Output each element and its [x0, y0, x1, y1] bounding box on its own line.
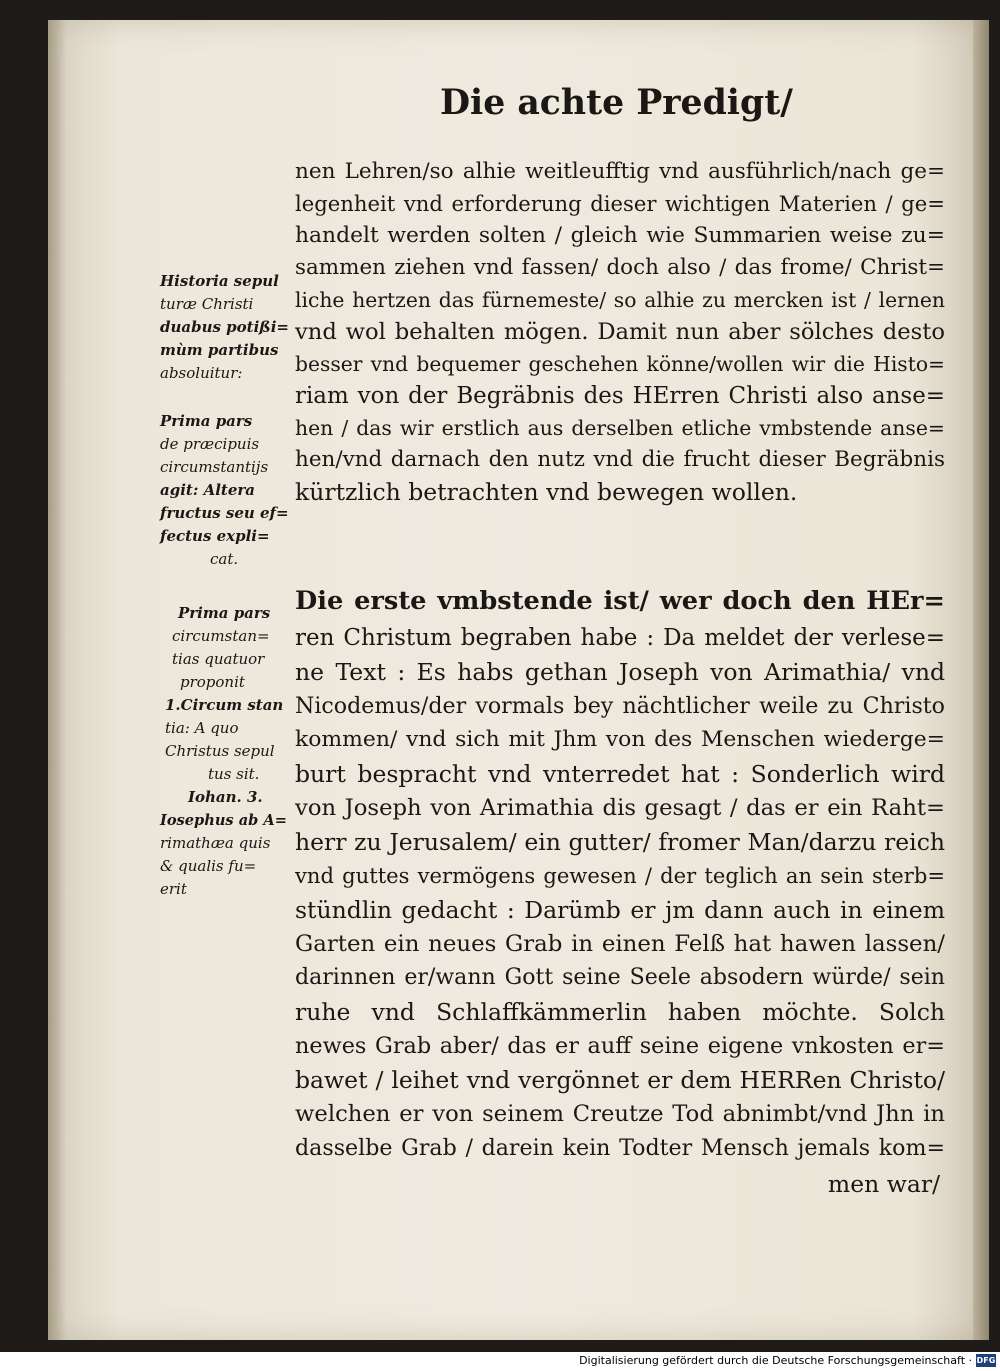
- body-line: ruhe vnd Schlaffkämmerlin haben möchte. Solch: [295, 998, 945, 1026]
- body-line: besser vnd bequemer geschehen könne/wollen wir die Histo=: [295, 352, 945, 376]
- body-line: newes Grab aber/ das er auff seine eigene vnkosten er=: [295, 1033, 945, 1059]
- body-line: Nicodemus/der vormals bey nächtlicher weile zu Christo: [295, 693, 945, 719]
- body-line: ne Text : Es habs gethan Joseph von Arimathia/ vnd: [295, 658, 945, 686]
- body-line: sammen ziehen vnd fassen/ doch also / das frome/ Christ=: [295, 255, 945, 280]
- body-line: bawet / leihet vnd vergönnet er dem HERRen Christo/: [295, 1066, 945, 1094]
- body-line: vnd wol behalten mögen. Damit nun aber sölches desto: [295, 319, 945, 345]
- body-line: welchen er von seinem Creutze Tod abnimbt/vnd Jhn in: [295, 1101, 945, 1127]
- body-line: Garten ein neues Grab in einen Felß hat hawen lassen/: [295, 931, 945, 957]
- body-line: ren Christum begraben habe : Da meldet der verlese=: [295, 625, 945, 651]
- body-line: hen/vnd darnach den nutz vnd die frucht dieser Begräbnis: [295, 447, 945, 472]
- gloss-line: rimathæa quis: [160, 834, 271, 852]
- gloss-line: Iohan. 3.: [188, 788, 263, 806]
- body-line: liche hertzen das fürnemeste/ so alhie zu mercken ist / lernen: [295, 288, 945, 312]
- gloss-line: Christus sepul: [165, 742, 275, 760]
- gloss-line: absoluitur:: [160, 364, 243, 382]
- gloss-line: proponit: [180, 673, 245, 691]
- gloss-line: Historia sepul: [160, 272, 279, 290]
- gloss-line: cat.: [210, 550, 239, 568]
- gloss-line: de præcipuis: [160, 435, 260, 453]
- body-line: riam von der Begräbnis des HErren Christi also anse=: [295, 383, 945, 409]
- gloss-line: 1.Circum stan: [165, 696, 284, 714]
- body-line: legenheit vnd erforderung dieser wichtigen Materien / ge=: [295, 191, 945, 216]
- gloss-line: & qualis fu=: [160, 857, 257, 875]
- body-line: burt bespracht vnd vnterredet hat : Sonderlich wird: [295, 760, 945, 788]
- gloss-line: Iosephus ab A=: [160, 812, 287, 829]
- dfg-logo-icon: DFG: [976, 1356, 996, 1365]
- page-gutter-shadow: [48, 20, 66, 1340]
- gloss-line: erit: [160, 880, 187, 898]
- gloss-line: agit: Altera: [160, 481, 256, 499]
- gloss-line: circumstan=: [172, 627, 270, 645]
- catchword: men war/: [827, 1170, 940, 1198]
- gloss-line: mùm partibus: [160, 341, 279, 359]
- section-heading: Die erste vmbstende ist/ wer doch den HEr=: [295, 586, 945, 616]
- page-edge: [973, 20, 989, 1340]
- gloss-line: duabus potißi=: [160, 318, 289, 336]
- footer-credit: Digitalisierung gefördert durch die Deutsche Forschungsgemeinschaft ·: [579, 1354, 972, 1367]
- body-line: kürtzlich betrachten vnd bewegen wollen.: [295, 478, 798, 506]
- gloss-line: tus sit.: [208, 765, 260, 783]
- gloss-line: circumstantijs: [160, 458, 269, 476]
- body-line: handelt werden solten / gleich wie Summarien weise zu=: [295, 223, 945, 248]
- body-line: vnd guttes vermögens gewesen / der teglich an sein sterb=: [295, 863, 945, 888]
- gloss-line: tias quatuor: [172, 650, 265, 668]
- gloss-line: Prima pars: [178, 604, 271, 622]
- running-head: Die achte Predigt/: [440, 82, 793, 123]
- gloss-line: tia: A quo: [165, 719, 239, 737]
- body-line: herr zu Jerusalem/ ein gutter/ fromer Man/darzu reich: [295, 828, 945, 856]
- body-line: von Joseph von Arimathia dis gesagt / das er ein Raht=: [295, 795, 945, 821]
- body-line: hen / das wir erstlich aus derselben etliche vmbstende anse=: [295, 416, 945, 440]
- body-line: stündlin gedacht : Darümb er jm dann auch in einem: [295, 896, 945, 924]
- body-line: dasselbe Grab / darein kein Todter Mensch jemals kom=: [295, 1135, 945, 1161]
- body-line: darinnen er/wann Gott seine Seele absodern würde/ sein: [295, 965, 945, 990]
- gloss-line: Prima pars: [160, 412, 253, 430]
- gloss-line: turæ Christi: [160, 295, 254, 313]
- gloss-line: fectus expli=: [160, 527, 270, 545]
- body-line: nen Lehren/so alhie weitleufftig vnd ausführlich/nach ge=: [295, 159, 945, 184]
- footer-bar: [0, 1352, 1000, 1371]
- body-line: kommen/ vnd sich mit Jhm von des Menschen wiederge=: [295, 727, 945, 752]
- gloss-line: fructus seu ef=: [160, 504, 289, 522]
